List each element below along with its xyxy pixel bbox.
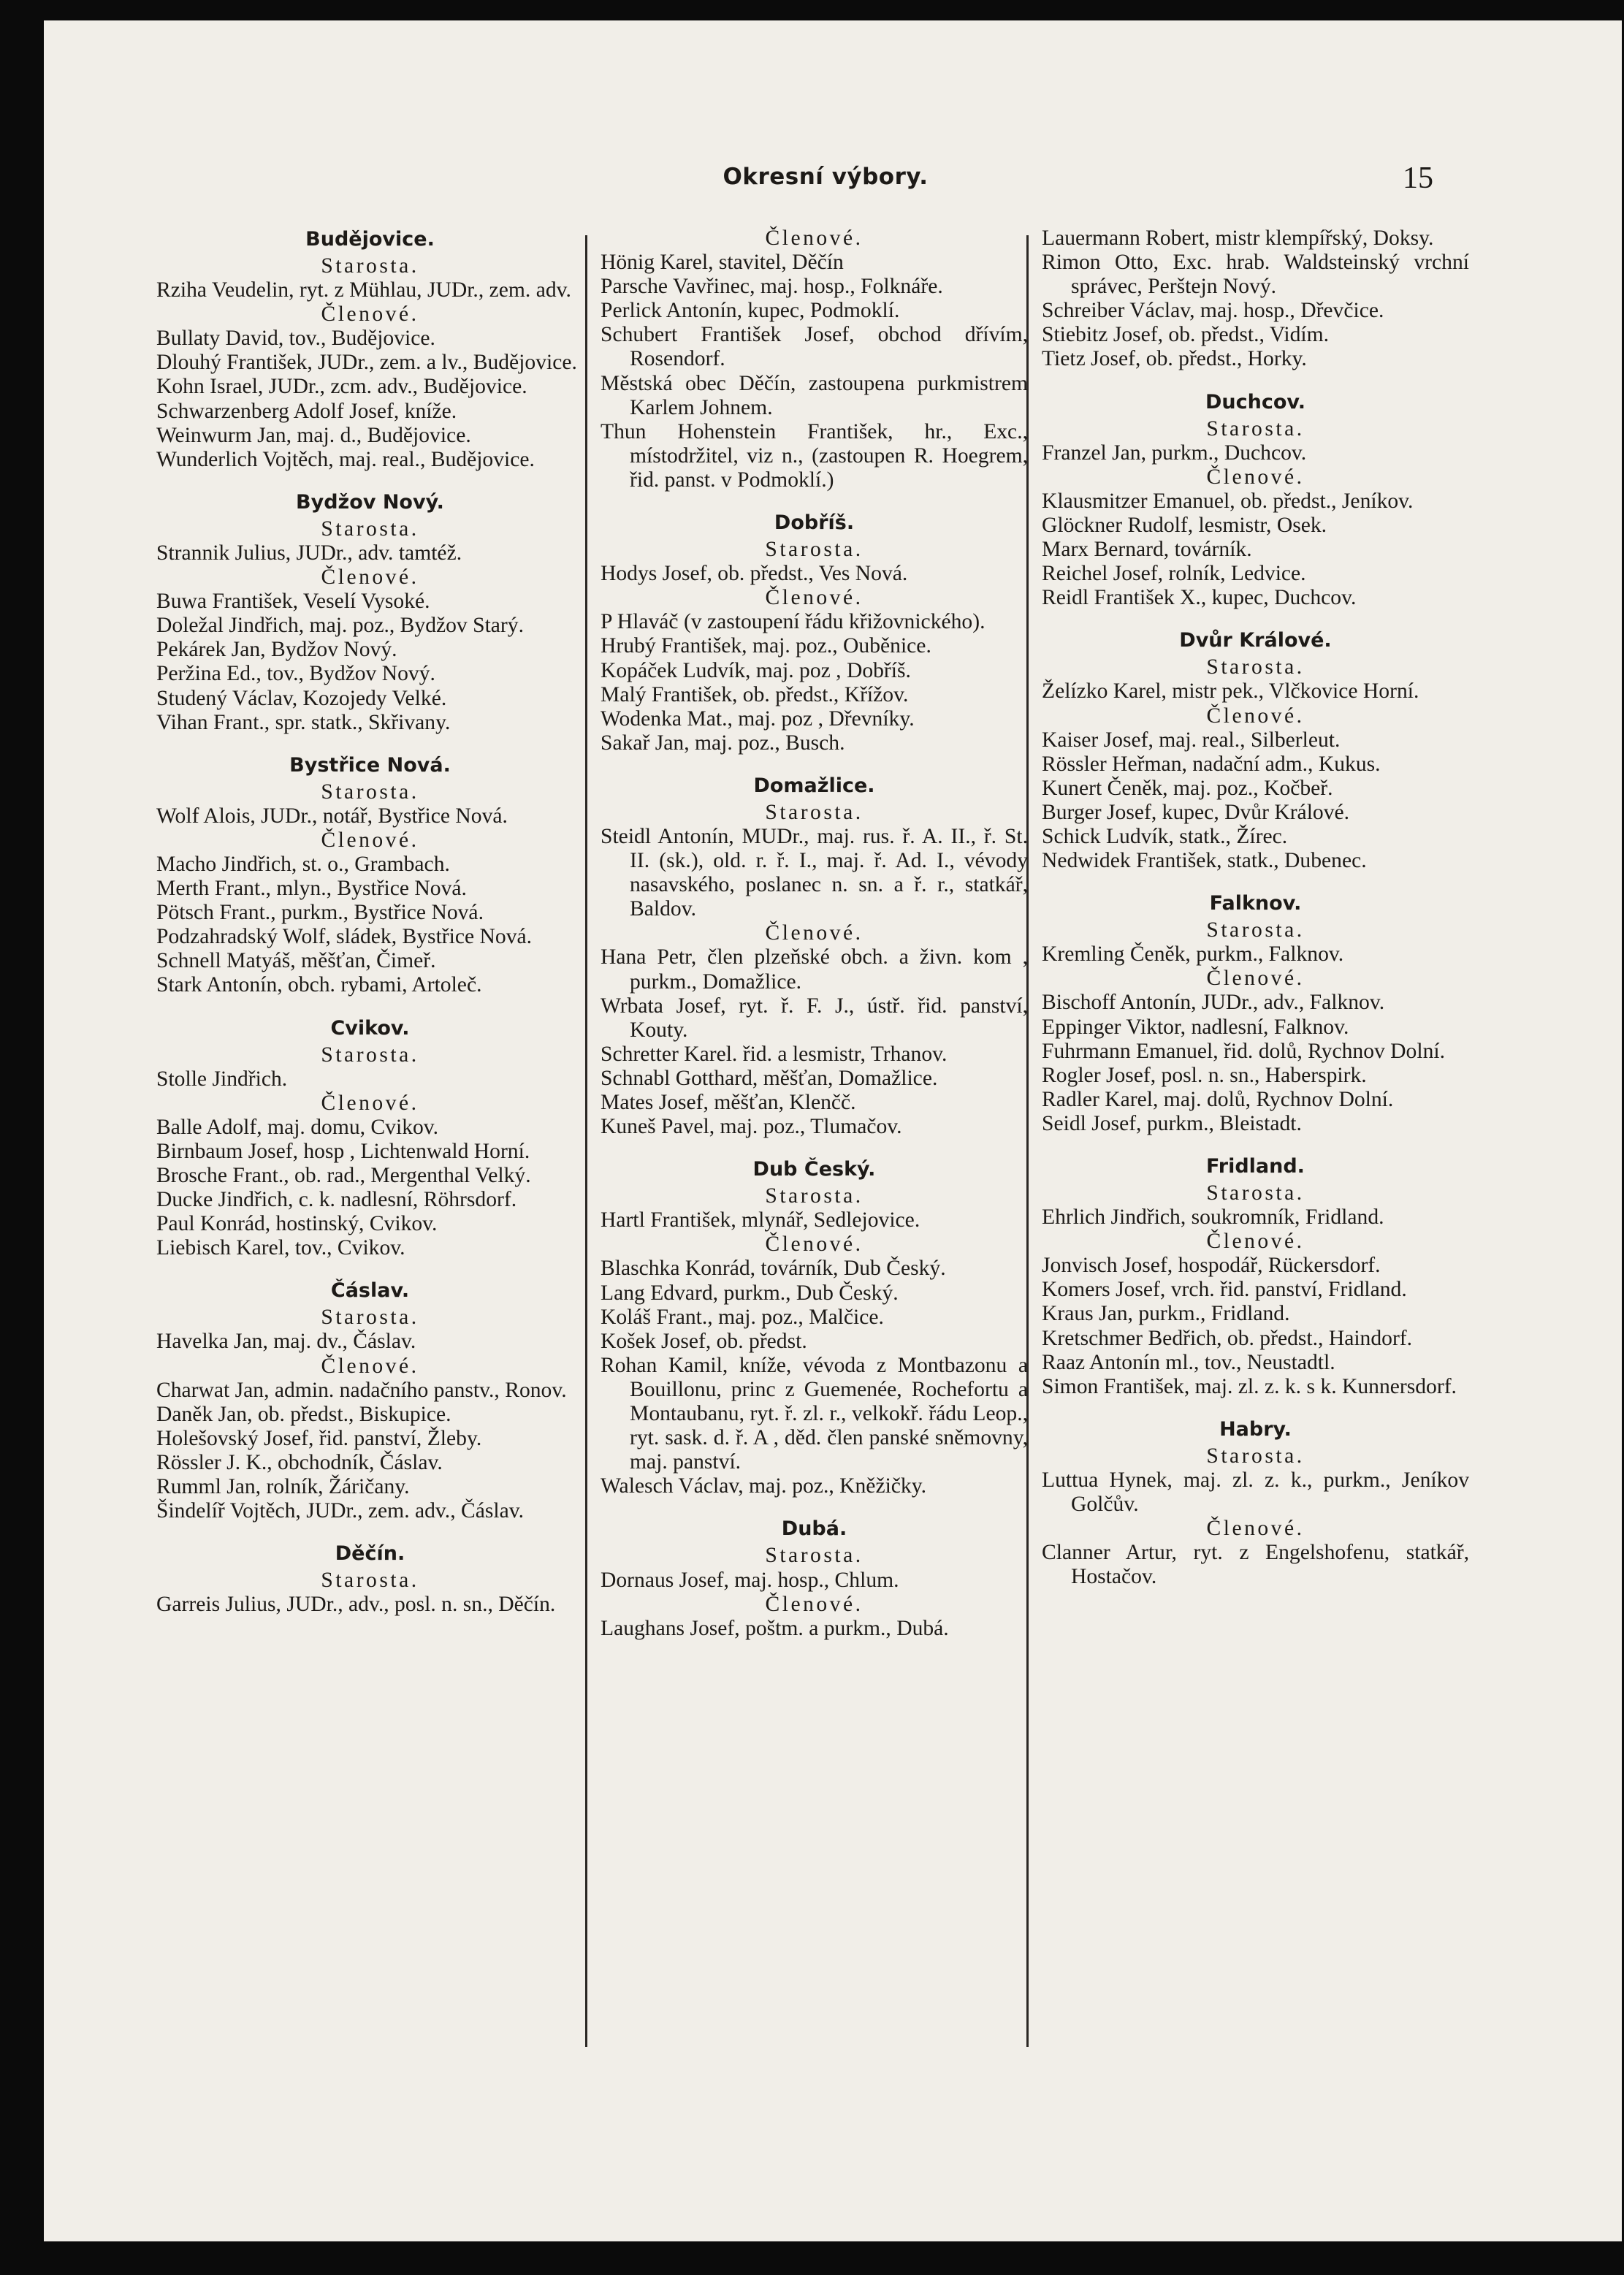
district-section <box>601 1516 1028 1640</box>
member-entry: Lauermann Robert, mistr klempířský, Doksy. <box>1042 226 1434 250</box>
role-label: Starosta. <box>321 1569 419 1593</box>
member-entry: Reidl František X., kupec, Duchcov. <box>1042 586 1357 610</box>
district-title: Bydžov Nový. <box>296 490 444 514</box>
member-entry: Glöckner Rudolf, lesmistr, Osek. <box>1042 513 1327 537</box>
role-label: Starosta. <box>1206 1444 1305 1468</box>
member-entry: Lang Edvard, purkm., Dub Český. <box>601 1281 899 1305</box>
member-entry: Hodys Josef, ob. předst., Ves Nová. <box>601 562 908 586</box>
member-entry: Kuneš Pavel, maj. poz., Tlumačov. <box>601 1115 902 1139</box>
member-entry: Merth Frant., mlyn., Bystřice Nová. <box>156 877 467 901</box>
role-label: Starosta. <box>321 254 419 278</box>
role-label: Členové. <box>321 302 419 327</box>
member-entry: Bischoff Antonín, JUDr., adv., Falknov. <box>1042 991 1385 1015</box>
member-entry: Balle Adolf, maj. domu, Cvikov. <box>156 1115 439 1139</box>
member-entry: Holešovský Josef, řid. panství, Žleby. <box>156 1426 482 1450</box>
role-label: Starosta. <box>765 538 864 562</box>
member-entry: Pötsch Frant., purkm., Bystřice Nová. <box>156 901 484 925</box>
member-entry: Kopáček Ludvík, maj. poz , Dobříš. <box>601 658 911 682</box>
district-title: Dvůr Králové. <box>1179 629 1332 652</box>
member-entry: Šindelíř Vojtěch, JUDr., zem. adv., Čáslav. <box>156 1499 525 1523</box>
role-label: Členové. <box>765 1592 864 1616</box>
district-section <box>156 752 584 998</box>
member-entry: Podzahradský Wolf, sládek, Bystřice Nová. <box>156 925 533 949</box>
member-entry: Laughans Josef, poštm. a purkm., Dubá. <box>601 1616 949 1640</box>
member-entry: Studený Václav, Kozojedy Velké. <box>156 686 447 710</box>
member-entry: Malý František, ob. předst., Křížov. <box>601 682 909 706</box>
role-label: Starosta. <box>321 517 419 541</box>
member-entry: Walesch Václav, maj. poz., Kněžičky. <box>601 1474 927 1498</box>
member-entry: Jonvisch Josef, hospodář, Rückersdorf. <box>1042 1254 1381 1278</box>
role-label: Starosta. <box>765 1544 864 1568</box>
member-entry: Vihan Frant., spr. statk., Skřivany. <box>156 710 451 734</box>
member-entry: Rimon Otto, Exc. hrab. Waldsteinský vrchní správec, Perštejn Nový. <box>1042 251 1469 299</box>
district-section <box>1042 628 1469 873</box>
member-entry: Želízko Karel, mistr pek., Vlčkovice Horní. <box>1042 679 1419 704</box>
member-entry: Parsche Vavřinec, maj. hosp., Folknáře. <box>601 275 943 299</box>
member-entry: Kohn Israel, JUDr., zcm. adv., Budějovice. <box>156 375 527 399</box>
district-section <box>601 1156 1028 1498</box>
district-title: Budějovice. <box>305 228 435 251</box>
district-section <box>1042 1417 1469 1590</box>
column-1 <box>156 226 584 1617</box>
district-title: Fridland. <box>1206 1155 1305 1178</box>
member-entry: Eppinger Viktor, nadlesní, Falknov. <box>1042 1015 1349 1039</box>
role-label: Členové. <box>321 828 419 852</box>
district-section <box>601 226 1028 492</box>
member-entry: Blaschka Konrád, továrník, Dub Český. <box>601 1257 946 1281</box>
district-title: Dobříš. <box>774 511 855 535</box>
member-entry: Weinwurm Jan, maj. d., Budějovice. <box>156 423 471 447</box>
district-title: Duchcov. <box>1205 390 1306 414</box>
page-header <box>44 145 1622 210</box>
district-title: Dubá. <box>781 1517 847 1541</box>
role-label: Členové. <box>765 226 864 250</box>
member-entry: Wrbata Josef, ryt. ř. F. J., ústř. řid. panství, Kouty. <box>601 994 1028 1042</box>
member-entry: Raaz Antonín ml., tov., Neustadtl. <box>1042 1350 1335 1374</box>
member-entry: Seidl Josef, purkm., Bleistadt. <box>1042 1111 1302 1135</box>
district-section <box>1042 389 1469 611</box>
member-entry: Buwa František, Veselí Vysoké. <box>156 590 430 614</box>
member-entry: Brosche Frant., ob. rad., Mergenthal Velký. <box>156 1164 531 1187</box>
district-section <box>156 1541 584 1617</box>
member-entry: Daněk Jan, ob. předst., Biskupice. <box>156 1402 451 1426</box>
member-entry: Bullaty David, tov., Budějovice. <box>156 327 435 351</box>
district-title: Domažlice. <box>753 774 875 797</box>
member-entry: Simon František, maj. zl. z. k. s k. Kunnersdorf. <box>1042 1374 1457 1398</box>
member-entry: Dlouhý František, JUDr., zem. a lv., Budějovice. <box>156 351 577 375</box>
district-section <box>156 1015 584 1261</box>
member-entry: Schubert František Josef, obchod dřívím, Rosendorf. <box>601 323 1028 371</box>
district-section <box>601 773 1028 1139</box>
member-entry: Charwat Jan, admin. nadačního panstv., Ronov. <box>156 1378 567 1402</box>
member-entry: Ducke Jindřich, c. k. nadlesní, Röhrsdorf. <box>156 1188 517 1212</box>
role-label: Starosta. <box>1206 918 1305 942</box>
member-entry: Wunderlich Vojtěch, maj. real., Budějovice. <box>156 447 535 471</box>
member-entry: Doležal Jindřich, maj. poz., Bydžov Starý. <box>156 614 524 638</box>
member-entry: Pekárek Jan, Bydžov Nový. <box>156 638 397 662</box>
role-label: Starosta. <box>321 1306 419 1330</box>
role-label: Členové. <box>765 1232 864 1257</box>
district-title: Falknov. <box>1209 892 1302 915</box>
member-entry: Stiebitz Josef, ob. předst., Vidím. <box>1042 323 1330 347</box>
district-title: Děčín. <box>335 1542 405 1566</box>
member-entry: Rziha Veudelin, ryt. z Mühlau, JUDr., zem. adv. <box>156 278 571 302</box>
member-entry: Wodenka Mat., maj. poz , Dřevníky. <box>601 706 915 731</box>
member-entry: Rössler Heřman, nadační adm., Kukus. <box>1042 752 1381 776</box>
member-entry: Tietz Josef, ob. předst., Horky. <box>1042 347 1307 371</box>
role-label: Členové. <box>765 921 864 945</box>
member-entry: Rohan Kamil, kníže, vévoda z Montbazonu a Bouillonu, princ z Guemenée, Rochefortu a Montaubanu, ryt. ř. zl. r., velkokř. řádu Leop., ryt. sask. d. ř. A , děd. člen panské sněmovny, maj. panství. <box>601 1353 1028 1474</box>
member-entry: Liebisch Karel, tov., Cvikov. <box>156 1236 405 1260</box>
member-entry: P Hlaváč (v zastoupení řádu křižovnického). <box>601 610 986 634</box>
district-section <box>1042 226 1469 372</box>
member-entry: Sakař Jan, maj. poz., Busch. <box>601 731 845 755</box>
district-section <box>1042 891 1469 1136</box>
member-entry: Košek Josef, ob. předst. <box>601 1329 807 1353</box>
member-entry: Ehrlich Jindřich, soukromník, Fridland. <box>1042 1205 1384 1230</box>
member-entry: Reichel Josef, rolník, Ledvice. <box>1042 562 1306 586</box>
role-label: Starosta. <box>1206 1181 1305 1205</box>
member-entry: Kaiser Josef, maj. real., Silberleut. <box>1042 728 1341 752</box>
role-label: Členové. <box>1206 1230 1305 1254</box>
member-entry: Hartl František, mlynář, Sedlejovice. <box>601 1208 920 1232</box>
member-entry: Paul Konrád, hostinský, Cvikov. <box>156 1212 438 1236</box>
member-entry: Kunert Čeněk, maj. poz., Kočbeř. <box>1042 776 1333 800</box>
page <box>44 20 1622 2241</box>
member-entry: Schreiber Václav, maj. hosp., Dřevčice. <box>1042 299 1384 323</box>
member-entry: Thun Hohenstein František, hr., Exc., místodržitel, viz n., (zastoupen R. Hoegrem, řid. panst. v Podmoklí.) <box>601 419 1028 492</box>
member-entry: Fuhrmann Emanuel, řid. dolů, Rychnov Dolní. <box>1042 1039 1445 1063</box>
member-entry: Kretschmer Bedřich, ob. předst., Haindorf. <box>1042 1326 1413 1350</box>
member-entry: Rogler Josef, posl. n. sn., Haberspirk. <box>1042 1063 1367 1087</box>
role-label: Členové. <box>1206 1517 1305 1541</box>
district-title: Čáslav. <box>330 1279 410 1303</box>
district-title: Cvikov. <box>330 1016 410 1040</box>
role-label: Členové. <box>765 586 864 610</box>
role-label: Členové. <box>1206 465 1305 489</box>
member-entry: Birnbaum Josef, hosp , Lichtenwald Horní. <box>156 1139 530 1163</box>
role-label: Členové. <box>1206 704 1305 728</box>
column-2 <box>601 226 1028 1641</box>
member-entry: Kraus Jan, purkm., Fridland. <box>1042 1302 1290 1326</box>
district-title: Dub Český. <box>752 1158 876 1181</box>
role-label: Starosta. <box>321 780 419 804</box>
member-entry: Strannik Julius, JUDr., adv. tamtéž. <box>156 541 462 565</box>
member-entry: Stolle Jindřich. <box>156 1067 288 1091</box>
member-entry: Stark Antonín, obch. rybami, Artoleč. <box>156 973 482 997</box>
member-entry: Peržina Ed., tov., Bydžov Nový. <box>156 662 435 686</box>
member-entry: Schretter Karel. řid. a lesmistr, Trhanov. <box>601 1042 948 1066</box>
member-entry: Burger Josef, kupec, Dvůr Králové. <box>1042 800 1350 824</box>
role-label: Starosta. <box>1206 655 1305 679</box>
member-entry: Hana Petr, člen plzeňské obch. a živn. kom , purkm., Domažlice. <box>601 945 1028 994</box>
member-entry: Wolf Alois, JUDr., notář, Bystřice Nová. <box>156 804 508 828</box>
column-3 <box>1042 226 1469 1589</box>
role-label: Členové. <box>321 1354 419 1378</box>
role-label: Starosta. <box>321 1043 419 1067</box>
role-label: Starosta. <box>765 1184 864 1208</box>
member-entry: Macho Jindřich, st. o., Grambach. <box>156 852 450 876</box>
district-section <box>156 226 584 472</box>
member-entry: Radler Karel, maj. dolů, Rychnov Dolní. <box>1042 1087 1394 1111</box>
district-section <box>1042 1154 1469 1399</box>
member-entry: Kremling Čeněk, purkm., Falknov. <box>1042 942 1344 967</box>
page-number: 15 <box>1403 161 1433 195</box>
member-entry: Koláš Frant., maj. poz., Malčice. <box>601 1305 884 1329</box>
district-section <box>156 1278 584 1523</box>
member-entry: Perlick Antonín, kupec, Podmoklí. <box>601 299 900 323</box>
member-entry: Hönig Karel, stavitel, Děčín <box>601 251 844 275</box>
member-entry: Marx Bernard, továrník. <box>1042 538 1252 562</box>
member-entry: Mates Josef, měšťan, Klenčč. <box>601 1091 856 1114</box>
member-entry: Schwarzenberg Adolf Josef, kníže. <box>156 399 457 423</box>
member-entry: Garreis Julius, JUDr., adv., posl. n. sn., Děčín. <box>156 1593 556 1617</box>
member-entry: Luttua Hynek, maj. zl. z. k., purkm., Jeníkov Golčův. <box>1042 1468 1469 1517</box>
page-title: Okresní výbory. <box>723 164 929 190</box>
member-entry: Hrubý František, maj. poz., Ouběnice. <box>601 634 931 658</box>
member-entry: Schnabl Gotthard, měšťan, Domažlice. <box>601 1066 938 1090</box>
member-entry: Steidl Antonín, MUDr., maj. rus. ř. A. II., ř. St. II. (sk.), old. r. ř. I., maj. ř. Ad. I., vévody nasavského, poslanec n. sn. a ř. r., statkář, Baldov. <box>601 824 1028 921</box>
district-section <box>156 489 584 735</box>
member-entry: Clanner Artur, ryt. z Engelshofenu, statkář, Hostačov. <box>1042 1541 1469 1589</box>
member-entry: Rumml Jan, rolník, Žáričany. <box>156 1475 410 1499</box>
member-entry: Havelka Jan, maj. dv., Čáslav. <box>156 1330 416 1354</box>
role-label: Starosta. <box>1206 416 1305 441</box>
column-divider <box>585 235 587 2047</box>
district-title: Bystřice Nová. <box>289 753 451 777</box>
role-label: Členové. <box>321 1091 419 1115</box>
role-label: Členové. <box>1206 967 1305 991</box>
member-entry: Komers Josef, vrch. řid. panství, Fridland. <box>1042 1278 1407 1302</box>
district-title: Habry. <box>1219 1417 1292 1441</box>
member-entry: Dornaus Josef, maj. hosp., Chlum. <box>601 1568 899 1592</box>
member-entry: Klausmitzer Emanuel, ob. předst., Jeníkov. <box>1042 489 1414 513</box>
member-entry: Franzel Jan, purkm., Duchcov. <box>1042 441 1307 465</box>
member-entry: Schnell Matyáš, měšťan, Čimeř. <box>156 949 436 973</box>
member-entry: Rössler J. K., obchodník, Čáslav. <box>156 1450 443 1474</box>
member-entry: Nedwidek František, statk., Dubenec. <box>1042 849 1367 873</box>
member-entry: Schick Ludvík, statk., Žírec. <box>1042 824 1288 848</box>
role-label: Členové. <box>321 565 419 590</box>
district-section <box>601 510 1028 755</box>
member-entry: Městská obec Děčín, zastoupena purkmistrem Karlem Johnem. <box>601 371 1028 419</box>
role-label: Starosta. <box>765 800 864 824</box>
